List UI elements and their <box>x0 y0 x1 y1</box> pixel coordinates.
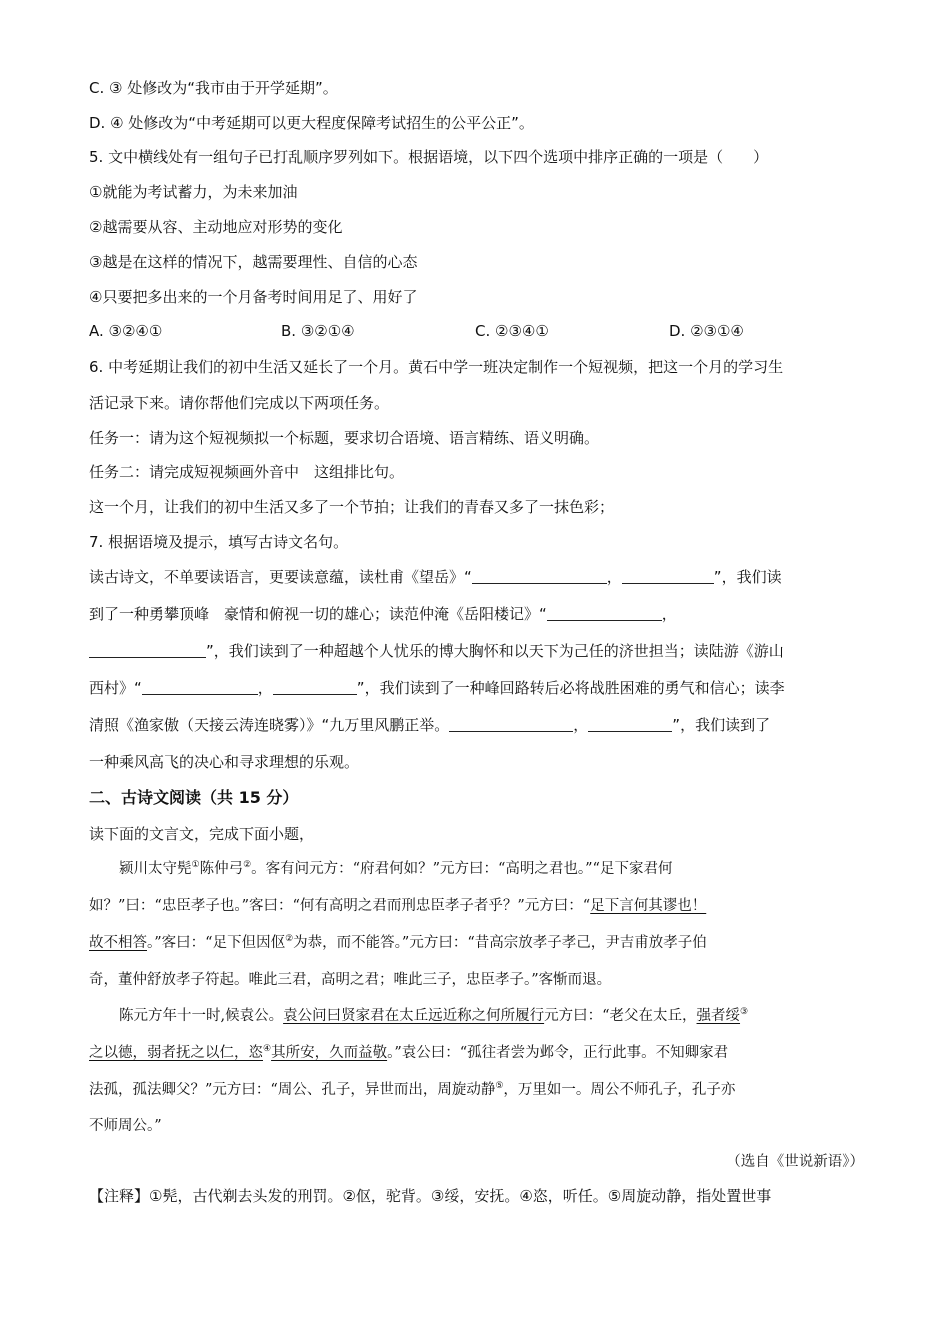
passage-text: 。”袁公曰：“孤往者尝为邺令，正行此事。不知卿家君 <box>387 1045 729 1061</box>
note-ref-5: ⑤ <box>495 1081 504 1091</box>
q7-text: 西村》“ <box>89 679 142 697</box>
q7-blank-7[interactable] <box>449 716 573 732</box>
q7-text: ”，我们读到了一种峰回路转后必将战胜困难的勇气和信心；读李 <box>356 679 785 697</box>
q7-comma: ， <box>661 605 677 623</box>
q5-item-1: ①就能为考试蓄力，为未来加油 <box>89 183 298 201</box>
q5-item-4: ④只要把多出来的一个月备考时间用足了、用好了 <box>89 288 418 306</box>
underlined-sentence: 袁公问曰贤家君在太丘远近称之何所履行 <box>283 1008 545 1024</box>
underlined-sentence: 故不相答 <box>89 935 147 951</box>
passage-text: 法孤，孤法卿父？”元方曰：“周公、孔子，异世而出，周旋动静 <box>89 1082 496 1098</box>
q7-comma: ， <box>573 716 589 734</box>
passage-text: 陈仲弓 <box>199 861 244 877</box>
q4-option-d: D. ④ 处修改为“中考延期可以更大程度保障考试招生的公平公正”。 <box>89 114 534 132</box>
note-ref-2b: ② <box>285 934 294 944</box>
q6-stem-line2: 活记录下来。请你帮他们完成以下两项任务。 <box>89 394 390 412</box>
passage-p1-line2 <box>89 896 864 916</box>
passage-source: （选自《世说新语》） <box>726 1154 864 1170</box>
q6-stem-line1: 6. 中考延期让我们的初中生活又延长了一个月。黄石中学一班决定制作一个短视频，把这一个月的学习生 <box>89 358 784 376</box>
q5-option-d[interactable]: D. ②③①④ <box>669 322 744 340</box>
q7-line6: 一种乘风高飞的决心和寻求理想的乐观。 <box>89 753 360 771</box>
passage-p2-line1 <box>119 1006 864 1026</box>
passage-text: ，万里如一。周公不师孔子，孔子亦 <box>503 1082 736 1098</box>
passage-text: 如？”曰：“忠臣孝子也。”客曰：“何有高明之君而刑忠臣孝子者乎？”元方曰：“ <box>89 898 591 914</box>
q5-item-2: ②越需要从容、主动地应对形势的变化 <box>89 218 343 236</box>
q7-text: ”，我们读 <box>713 568 782 586</box>
underlined-sentence: 强者绥 <box>696 1008 741 1024</box>
q7-text: 清照《渔家傲（天接云涛连晓雾）》“九万里风鹏正举。 <box>89 716 450 734</box>
q7-text: ”，我们读到了一种超越个人忧乐的博大胸怀和以天下为己任的济世担当；读陆游《游山 <box>206 642 784 660</box>
passage-p2-line2 <box>89 1043 864 1063</box>
q7-stem: 7. 根据语境及提示，填写古诗文名句。 <box>89 533 349 551</box>
section2-intro: 读下面的文言文，完成下面小题， <box>89 825 315 843</box>
note-ref-1: ① <box>191 860 200 870</box>
passage-text: 颍川太守髡 <box>119 861 192 877</box>
q7-text: 到了一种勇攀顶峰 豪情和俯视一切的雄心；读范仲淹《岳阳楼记》“ <box>89 605 547 623</box>
passage-text: 。客有问元方：“府君何如？”元方曰：“高明之君也。”“足下家君何 <box>251 861 673 877</box>
passage-text: 。”客曰：“足下但因伛 <box>147 935 286 951</box>
q7-line5 <box>89 715 864 735</box>
q7-text: ”，我们读到了 <box>672 716 771 734</box>
q7-blank-3[interactable] <box>547 605 662 621</box>
q7-blank-1[interactable] <box>472 568 607 584</box>
passage-p2-line4: 不师周公。” <box>89 1118 162 1134</box>
q7-line2 <box>89 604 864 624</box>
q7-line4 <box>89 678 864 698</box>
q7-blank-2[interactable] <box>622 568 714 584</box>
note-ref-2: ② <box>243 860 252 870</box>
q5-item-3: ③越是在这样的情况下，越需要理性、自信的心态 <box>89 253 418 271</box>
underlined-sentence: 之以德，弱者抚之以仁，恣 <box>89 1045 263 1061</box>
q7-comma: ， <box>257 679 273 697</box>
note-ref-3: ③ <box>740 1007 749 1017</box>
q5-option-c[interactable]: C. ②③④① <box>475 322 549 340</box>
passage-text: 为恭，而不能答。”元方曰：“昔高宗放孝子孝己，尹吉甫放孝子伯 <box>293 935 707 951</box>
q7-blank-4[interactable] <box>89 642 206 658</box>
q7-blank-6[interactable] <box>273 679 357 695</box>
note-ref-4: ④ <box>263 1044 272 1054</box>
q7-blank-5[interactable] <box>142 679 258 695</box>
annotation-notes: 【注释】①髡，古代剃去头发的刑罚。②伛，驼背。③绥，安抚。④恣，听任。⑤周旋动静，指处置世事 <box>89 1187 772 1205</box>
q6-task2: 任务二：请完成短视频画外音中 这组排比句。 <box>89 463 405 481</box>
q7-line1 <box>89 567 864 587</box>
q5-option-a[interactable]: A. ③②④① <box>89 322 163 340</box>
q7-comma: ， <box>606 568 622 586</box>
q7-text: 读古诗文，不单要读语言，更要读意蕴，读杜甫《望岳》“ <box>89 568 472 586</box>
q7-line3 <box>89 641 864 661</box>
passage-text: 元方曰：“老父在太丘， <box>544 1008 697 1024</box>
q5-option-b[interactable]: B. ③②①④ <box>281 322 355 340</box>
passage-p1-line3 <box>89 933 864 953</box>
section2-heading: 二、古诗文阅读（共 15 分） <box>89 788 299 807</box>
q4-option-c: C. ③ 处修改为“我市由于开学延期”。 <box>89 79 338 97</box>
passage-p2-line3 <box>89 1080 864 1100</box>
q7-blank-8[interactable] <box>588 716 672 732</box>
q6-sentence: 这一个月，让我们的初中生活又多了一个节拍；让我们的青春又多了一抹色彩； <box>89 498 615 516</box>
passage-p1-line4: 奇，董仲舒放孝子符起。唯此三君，高明之君；唯此三子，忠臣孝子。”客惭而退。 <box>89 972 612 988</box>
passage-p1-line1 <box>119 859 864 879</box>
underlined-sentence: 足下言何其谬也！ <box>590 898 707 914</box>
passage-text: 陈元方年十一时,候袁公。 <box>119 1008 284 1024</box>
q6-task1: 任务一：请为这个短视频拟一个标题，要求切合语境、语言精练、语义明确。 <box>89 429 600 447</box>
underlined-sentence: 其所安，久而益敬 <box>271 1045 388 1061</box>
q5-stem: 5. 文中横线处有一组句子已打乱顺序罗列如下。根据语境，以下四个选项中排序正确的一项是（ ） <box>89 148 769 166</box>
